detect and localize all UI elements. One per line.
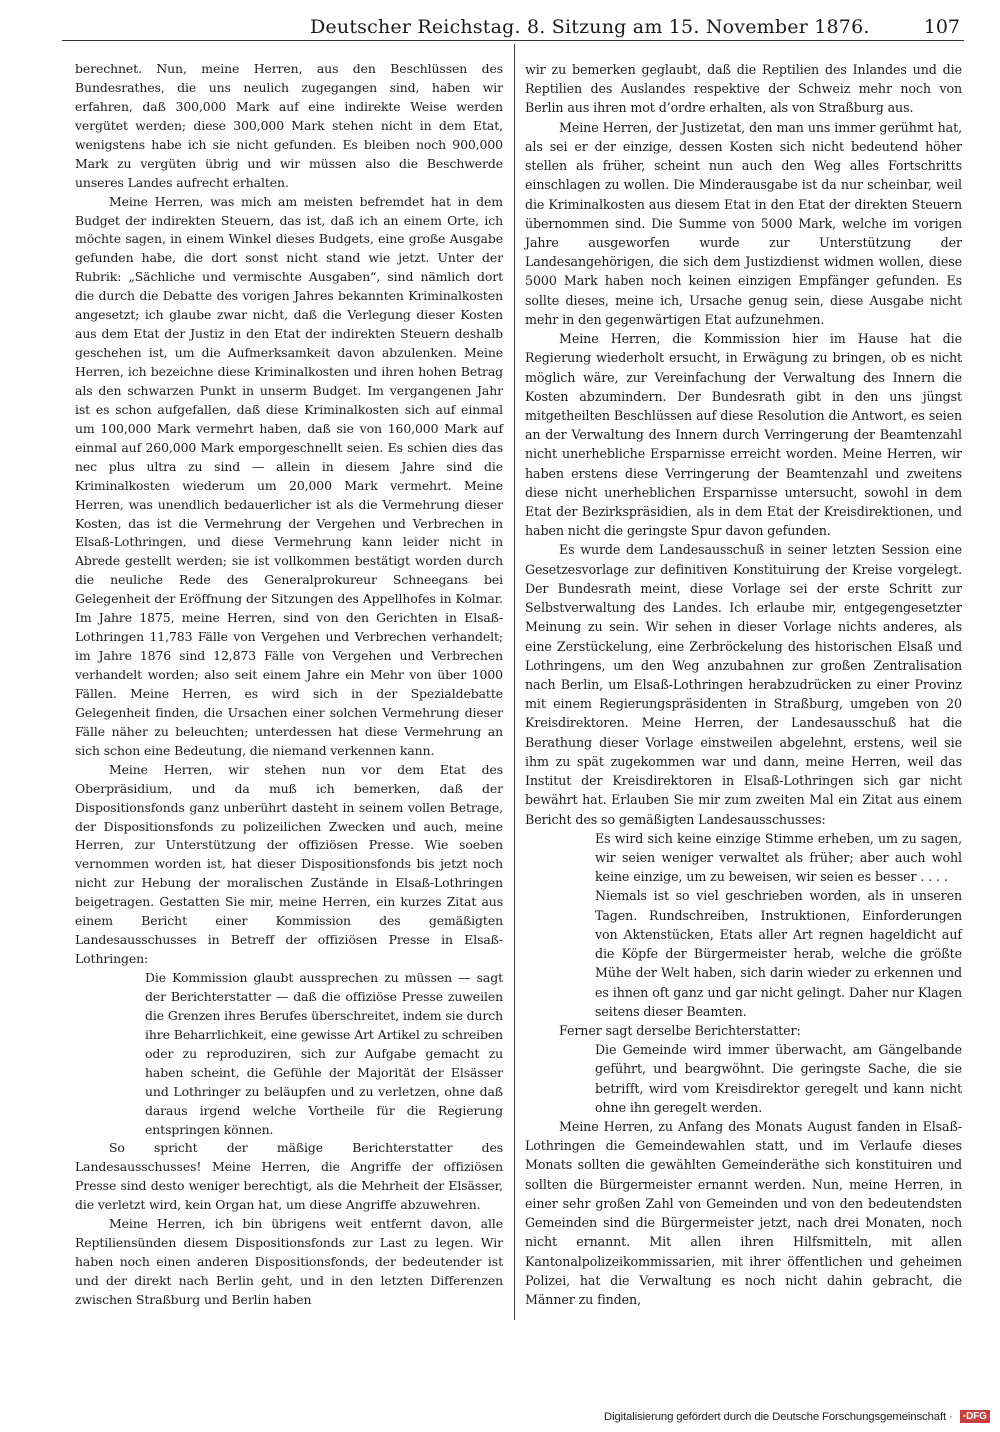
quote-paragraph: Niemals ist so viel geschrieben worden, als in unseren Tagen. Rundschreiben, Instruktionen, Einforderungen von Aktenstücken, Etats aller Art regnen hageldicht auf die Köpfe der Bürgermeister herab, welche die größte Mühe der Welt haben, sich darin wieder zu erkennen und es ihnen oft ganz und gar nicht gelingt. Daher nur Klagen seitens dieser Beamten. [595,888,962,1019]
quote-paragraph: Die Gemeinde wird immer überwacht, am Gängelbande geführt, und beargwöhnt. Die geringste Sache, die sie betrifft, wird vom Kreisdirektor geregelt und kann nicht ohne ihn geregelt werden. [595,1042,962,1115]
paragraph: Meine Herren, wir stehen nun vor dem Etat des Oberpräsidium, und da muß ich bemerken, daß der Dispositionsfonds ganz unberührt dasteht in seinem vollen Betrage, der Dispositionsfonds zu polizeilichen Zwecken und auch, meine Herren, zur Unterstützung der offiziösen Presse. Wie soeben vernommen worden ist, hat dieser Dispositionsfonds bis jetzt noch nicht zur Hebung der moralischen Zustände in Elsaß-Lothringen beigetragen. Gestatten Sie mir, meine Herren, ein kurzes Zitat aus einem Bericht einer Kommission des gemäßigten Landesausschusses in Betreff der offiziösen Presse in Elsaß-Lothringen: [75,761,503,967]
left-column [75,60,503,1310]
paragraph: wir zu bemerken geglaubt, daß die Reptilien des Inlandes und die Reptilien des Auslandes respektive der Schweiz mehr noch von Berlin aus ihren mot d’ordre erhalten, als von Straßburg aus. [525,62,962,116]
paragraph: Meine Herren, was mich am meisten befremdet hat in dem Budget der indirekten Steuern, das ist, daß ich an einem Orte, ich möchte sagen, in einem Winkel dieses Budgets, eine große Ausgabe gefunden habe, die dort sonst nicht stand wie jetzt. Unter der Rubrik: „Sächliche und vermischte Ausgaben“, sind nämlich dort die durch die Debatte des vorigen Jahres bekannten Kriminalkosten angesetzt; ich glaube zwar nicht, daß die Verlegung dieser Kosten aus dem Etat der Justiz in den Etat der indirekten Steuern deshalb geschehen ist, um die Aufmerksamkeit davon abzulenken. Meine Herren, ich bezeichne diese Kriminalkosten und ihren hohen Betrag als den schwarzen Punkt in unserm Budget. Im vergangenen Jahr ist es schon aufgefallen, daß diese Kriminalkosten sich auf einmal um 100,000 Mark vermehrt haben, daß sie von 160,000 Mark auf einmal auf 260,000 Mark emporgeschnellt seien. Es schien dies das nec plus ultra zu sind — allein in diesem Jahre sind die Kriminalkosten wiederum um 20,000 Mark vermehrt. Meine Herren, was unendlich bedauerlicher ist als die Vermehrung dieser Kosten, das ist die Vermehrung der Vergehen und Verbrechen in Elsaß-Lothringen, und diese Vermehrung kann leider nicht in Abrede gestellt werden; sie ist vollkommen bestätigt worden durch die neuliche Rede des Generalprokureur Schneegans bei Gelegenheit der Eröffnung der Sitzungen des Appellhofes in Kolmar. Im Jahre 1875, meine Herren, sind von den Gerichten in Elsaß-Lothringen 11,783 Fälle von Vergehen und Verbrechen verhandelt; im Jahre 1876 sind 12,873 Fälle von Vergehen und Verbrechen verhandelt worden; also seit einem Jahre ein Mehr von über 1000 Fällen. Meine Herren, es wird sich in der Spezialdebatte Gelegenheit finden, die Ursachen einer solchen Vermehrung dieser Fälle näher zu beleuchten; unterdessen hat diese Vermehrung an sich schon eine Bedeutung, die niemand verkennen kann. [75,193,503,758]
dfg-logo-text: DFG [966,1411,987,1422]
paragraph: berechnet. Nun, meine Herren, aus den Beschlüssen des Bundesrathes, die uns neulich zugegangen sind, haben wir erfahren, daß 300,000 Mark auf eine indirekte Weise werden vergütet werden; diese 300,000 Mark stehen nicht in dem Etat, wenigstens habe ich sie nicht gefunden. Es bleiben noch 900,000 Mark zu vergüten übrig und wir müssen also die Beschwerde unseres Landes aufrecht erhalten. [75,61,503,190]
dfg-logo: ▪DFG [960,1410,990,1423]
paragraph: Ferner sagt derselbe Berichterstatter: [559,1022,801,1038]
column-divider [514,44,515,1320]
footer-credit-text: Digitalisierung gefördert durch die Deutsche Forschungsgemeinschaft [604,1411,946,1423]
paragraph: Es wurde dem Landesausschuß in seiner letzten Session eine Gesetzesvorlage zur definitiven Konstituirung der Kreise vorgelegt. Der Bundesrath meint, diese Vorlage sei der erste Schritt zur Selbstverwaltung des Landes. Ich erlaube mir, entgegengesetzter Meinung zu sein. Wir sehen in dieser Vorlage nichts anderes, als eine Zerstückelung, eine Zerbröckelung des historischen Elsaß und Lothringens, um den Weg anzubahnen zur großen Zentralisation nach Berlin, um Elsaß-Lothringen herabzudrücken zu einer Provinz mit einem Regierungspräsidenten in Straßburg, umgeben von 20 Kreisdirektoren. Meine Herren, der Landesausschuß hat die Berathung dieser Vorlage einstweilen abgelehnt, erstens, weil sie ihm zu spät zugekommen war und dann, meine Herren, weil das Institut der Kreisdirektoren in Elsaß-Lothringen sich gar nicht bewährt hat. Erlauben Sie mir zum zweiten Mal ein Zitat aus einem Bericht des so gemäßigten Landesausschusses: [525,542,962,827]
quote-paragraph: Die Kommission glaubt aussprechen zu müssen — sagt der Berichterstatter — daß die offiziöse Presse zuweilen die Grenzen ihres Berufes überschreitet, indem sie durch ihre Beharrlichkeit, eine gewisse Art Artikel zu schreiben oder zu reproduziren, sich zur Aufgabe gemacht zu haben scheint, die Gefühle der Majorität der Elsässer und Lothringer zu beläupfen und zu verletzen, ohne daß daraus irgend welche Vortheile für die Regierung entspringen können. [145,970,503,1137]
page-number: 107 [923,16,960,38]
paragraph: Meine Herren, zu Anfang des Monats August fanden in Elsaß-Lothringen die Gemeindewahlen statt, und im Verlaufe dieses Monats sollten die gewählten Gemeinderäthe sich konstituiren und sollten die Bürgermeister ernannt werden. Nun, meine Herren, in einer sehr großen Zahl von Gemeinden und von den bedeutendsten Gemeinden sind die Bürgermeister jetzt, nach drei Monaten, noch nicht ernannt. Mit allen ihren Hilfsmitteln, mit allen Kantonalpolizeikommissarien, mit ihrer öffentlichen und geheimen Polizei, hat die Verwaltung es noch nicht dahin gebracht, die Männer zu finden, [525,1119,962,1307]
footer-credit: Digitalisierung gefördert durch die Deutsche Forschungsgemeinschaft · ▪DFG [604,1410,964,1428]
header-rule [62,40,964,41]
paragraph: Meine Herren, ich bin übrigens weit entfernt davon, alle Reptiliensünden diesem Dispositionsfonds zur Last zu legen. Wir haben noch einen anderen Dispositionsfonds, der bedeutender ist und der direkt nach Berlin geht, und in den letzten Differenzen zwischen Straßburg und Berlin haben [75,1216,503,1307]
right-column [525,60,962,1309]
paragraph: Meine Herren, die Kommission hier im Hause hat die Regierung wiederholt ersucht, in Erwägung zu bringen, ob es nicht möglich wäre, zur Vereinfachung der Verwaltung des Innern die Kosten abzumindern. Der Bundesrath gibt in den uns jüngst mitgetheilten Beschlüssen auf diese Resolution die Antwort, es seien an der Verwaltung des Innern durch Verringerung der Beamtenzahl nicht unerhebliche Ersparnisse erreicht worden. Meine Herren, wir haben erstens diese Verringerung der Beamtenzahl und zweitens diese nicht unerheblichen Ersparnisse untersucht, sowohl in dem Etat der Bezirkspräsidien, als in dem Etat der Kreisdirektionen, und haben nicht die geringste Spur davon gefunden. [525,331,962,539]
running-title: Deutscher Reichstag. 8. Sitzung am 15. November 1876. [310,16,870,38]
quote-paragraph: Es wird sich keine einzige Stimme erheben, um zu sagen, wir seien weniger verwaltet als früher; aber auch wohl keine einzige, um zu beweisen, wir seien es besser . . . . [595,830,962,885]
running-header [62,14,962,40]
paragraph: So spricht der mäßige Berichterstatter des Landesausschusses! Meine Herren, die Angriffe der offiziösen Presse sind desto weniger berechtigt, als die Mehrheit der Elsässer, die verletzt wird, kein Organ hat, um diese Angriffe abzuwehren. [75,1140,503,1213]
paragraph: Meine Herren, der Justizetat, den man uns immer gerühmt hat, als sei er der einzige, dessen Kosten sich nicht bedeutend höher stellen als früher, scheint nun auch den Weg alles Fortschritts einschlagen zu wollen. Die Minderausgabe ist da nur scheinbar, weil die Kriminalkosten aus diesem Etat in den Etat der direkten Steuern übernommen sind. Die Summe von 5000 Mark, welche im vorigen Jahre ausgeworfen wurde zur Unterstützung der Landesangehörigen, die sich dem Justizdienst widmen wollen, diese 5000 Mark haben noch keinen einzigen Empfänger gefunden. Es sollte dieses, meine ich, Ursache genug sein, diese Ausgabe nicht mehr in den gegenwärtigen Etat aufzunehmen. [525,119,962,327]
